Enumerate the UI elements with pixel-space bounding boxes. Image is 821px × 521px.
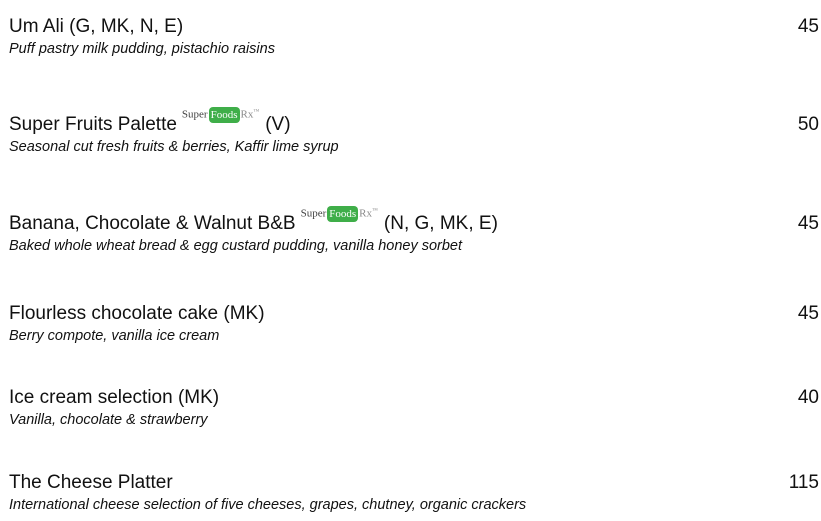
item-name: Flourless chocolate cake (MK) [9, 303, 265, 324]
item-description: Berry compote, vanilla ice cream [9, 328, 220, 344]
item-name: Banana, Chocolate & Walnut B&B [9, 213, 296, 234]
item-description: Puff pastry milk pudding, pistachio raisins [9, 41, 275, 57]
item-price: 45 [797, 16, 819, 37]
item-name-suffix: (N, G, MK, E) [383, 213, 498, 234]
item-name: Super Fruits Palette [9, 114, 177, 135]
item-price: 40 [797, 387, 819, 408]
superfoodsrx-logo: Super Foods Rx™ [181, 109, 260, 121]
item-name: Ice cream selection (MK) [9, 387, 220, 408]
menu-item-um-ali [9, 14, 819, 58]
item-price: 115 [788, 472, 819, 493]
item-price: 50 [797, 114, 819, 135]
menu-item-ice-cream-selection [9, 385, 819, 429]
item-name-group [9, 208, 498, 237]
menu-item-cheese-platter [9, 470, 819, 514]
item-description: Vanilla, chocolate & strawberry [9, 412, 208, 428]
item-description: International cheese selection of five cheeses, grapes, chutney, organic crackers [9, 497, 527, 513]
item-price: 45 [797, 213, 819, 234]
item-description: Seasonal cut fresh fruits & berries, Kaffir lime syrup [9, 139, 339, 155]
item-name-suffix: (V) [265, 114, 291, 135]
item-name-group [9, 109, 291, 138]
item-name: The Cheese Platter [9, 472, 173, 493]
superfoodsrx-logo: Super Foods Rx™ [300, 208, 378, 220]
item-price: 45 [797, 303, 819, 324]
menu-item-banana-chocolate-walnut [9, 208, 819, 255]
item-description: Baked whole wheat bread & egg custard pudding, vanilla honey sorbet [9, 238, 463, 254]
menu-item-flourless-chocolate-cake [9, 301, 819, 345]
item-name: Um Ali (G, MK, N, E) [9, 16, 184, 37]
menu-item-super-fruits-palette [9, 109, 819, 156]
